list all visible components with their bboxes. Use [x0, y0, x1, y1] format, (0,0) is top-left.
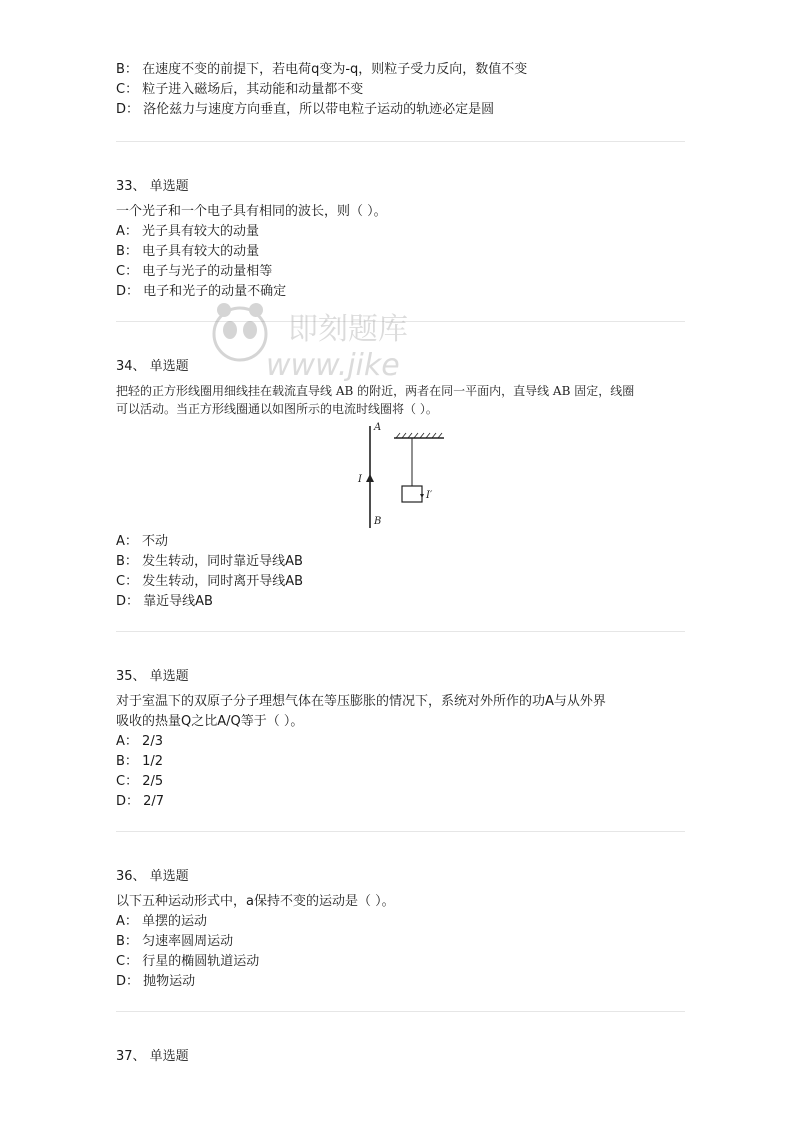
divider: [116, 141, 685, 142]
option-b[interactable]: B： 1/2: [116, 754, 163, 769]
question-33-header: 33、 单选题: [116, 179, 189, 194]
question-36-stem: 以下五种运动形式中，a保持不变的运动是（ ）。: [116, 894, 395, 909]
divider: [116, 631, 685, 632]
option-b[interactable]: B： 在速度不变的前提下，若电荷q变为-q，则粒子受力反向，数值不变: [116, 62, 528, 77]
option-d[interactable]: D： 洛伦兹力与速度方向垂直，所以带电粒子运动的轨迹必定是圆: [116, 102, 495, 117]
option-d[interactable]: D： 抛物运动: [116, 974, 196, 989]
divider: [116, 1011, 685, 1012]
divider: [116, 831, 685, 832]
question-35-stem-line-1: 对于室温下的双原子分子理想气体在等压膨胀的情况下，系统对外所作的功A与从外界: [116, 694, 606, 709]
divider: [116, 321, 685, 322]
option-a[interactable]: A： 光子具有较大的动量: [116, 224, 260, 239]
label-b: B: [374, 516, 382, 527]
question-34-stem-line-1: 把轻的正方形线圈用细线挂在载流直导线 AB 的附近，两者在同一平面内，直导线 AB 固定，线圈: [116, 384, 635, 398]
option-d[interactable]: D： 靠近导线AB: [116, 594, 213, 609]
square-coil: [402, 486, 422, 502]
current-arrow-icon: [366, 474, 374, 482]
question-36-header: 36、 单选题: [116, 869, 189, 884]
option-d[interactable]: D： 电子和光子的动量不确定: [116, 284, 287, 299]
option-c[interactable]: C： 发生转动，同时离开导线AB: [116, 574, 304, 589]
option-b[interactable]: B： 发生转动，同时靠近导线AB: [116, 554, 303, 569]
question-33-stem: 一个光子和一个电子具有相同的波长，则（ ）。: [116, 204, 387, 219]
question-35-stem-line-2: 吸收的热量Q之比A/Q等于（ ）。: [116, 714, 304, 729]
option-c[interactable]: C： 电子与光子的动量相等: [116, 264, 273, 279]
question-35-header: 35、 单选题: [116, 669, 189, 684]
option-b[interactable]: B： 电子具有较大的动量: [116, 244, 260, 259]
option-c[interactable]: C： 2/5: [116, 774, 164, 789]
watermark-brand: 即刻题库: [288, 312, 408, 347]
question-37-header: 37、 单选题: [116, 1049, 189, 1064]
question-34-header: 34、 单选题: [116, 359, 189, 374]
label-i-prime: I′: [426, 490, 433, 501]
coil-current-arrow-icon: [420, 494, 424, 498]
panda-logo-icon: [210, 296, 280, 376]
label-a: A: [374, 422, 382, 433]
option-c[interactable]: C： 行星的椭圆轨道运动: [116, 954, 260, 969]
watermark-url: www.jike: [266, 348, 400, 383]
question-34-stem-line-2: 可以活动。当正方形线圈通以如图所示的电流时线圈将（ ）。: [116, 402, 438, 416]
label-i: I: [358, 474, 362, 485]
option-d[interactable]: D： 2/7: [116, 794, 165, 809]
option-a[interactable]: A： 不动: [116, 534, 169, 549]
option-c[interactable]: C： 粒子进入磁场后，其动能和动量都不变: [116, 82, 364, 97]
wire-and-coil-figure: [350, 420, 452, 530]
option-b[interactable]: B： 匀速率圆周运动: [116, 934, 234, 949]
option-a[interactable]: A： 单摆的运动: [116, 914, 208, 929]
option-a[interactable]: A： 2/3: [116, 734, 163, 749]
